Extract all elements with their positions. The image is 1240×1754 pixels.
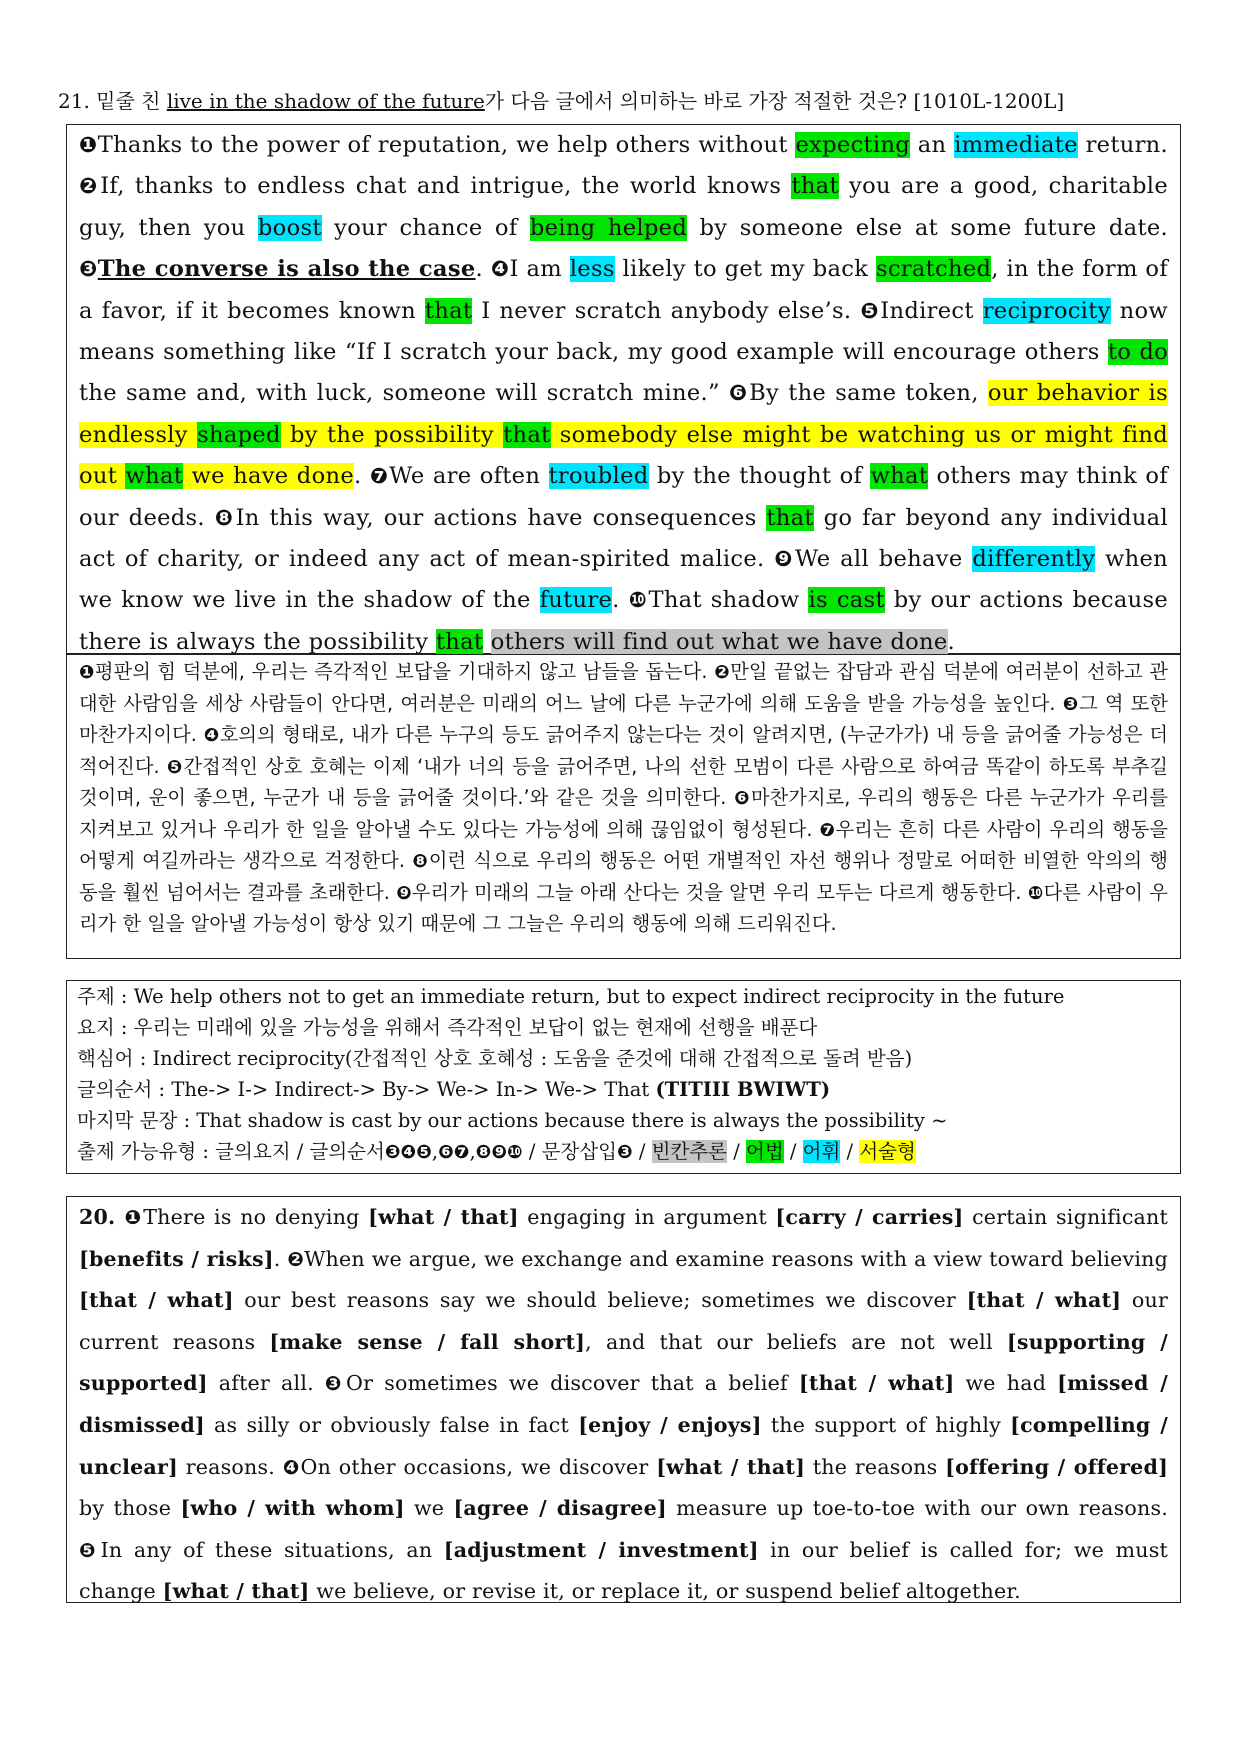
summary-gist: 요지 : 우리는 미래에 있을 가능성을 위해서 즉각적인 보답이 없는 현재에 선행을 배푼다 [77,1016,818,1039]
sentence-number: ❻ [734,788,752,809]
passage-text [483,629,490,655]
sentence-number: ❿ [628,588,649,614]
question-types-text: / 문장삽입 [522,1140,618,1163]
translation-text: 다른 사람이 우리가 한 일을 알아낼 가능성이 항상 있기 때문에 그 그늘은 우리의 행동에 의해 드리워진다. [79,880,1168,935]
grammar-highlight: is cast [808,587,885,614]
q20-text: by those [79,1496,181,1521]
grammar-highlight: that [791,173,839,200]
translation-text: 호의의 형태로, 내가 다른 누구의 등도 긁어주지 않는다는 것이 알려지면, (누군가가) 내 등을 긁어줄 가능성은 더 적어진다. [79,723,1168,778]
question-types-text: / [783,1140,803,1163]
essay-highlight: we have done [183,463,354,490]
choice-bracket: [compelling / unclear] [79,1412,1168,1479]
grammar-highlight: that [503,421,551,448]
grammar-highlight: scratched [875,256,992,283]
choice-bracket: [agree / disagree] [453,1496,667,1521]
passage-text: . [947,628,956,655]
sentence-number: ❼ [819,819,836,841]
summary-keyword: 핵심어 : Indirect reciprocity(간접적인 상호 호혜성 : 도움을 준것에 대해 간접적으로 돌려 받음) [77,1047,913,1070]
sentence-number: ❶ [79,662,95,683]
vocab-highlight: troubled [548,463,649,490]
vocab-legend: 어휘 [802,1140,841,1163]
sentence-number: ❷ [714,662,731,683]
passage-text: In this way, our actions have consequences [235,504,767,531]
sentence-number: ❷ [287,1247,305,1271]
grammar-highlight: that [424,297,473,324]
summary-box [66,980,1181,1174]
choice-bracket: [who / with whom] [180,1496,405,1521]
q20-text: in our belief is called for; we must change [79,1537,1168,1604]
question-types-text: 출제 가능유형 : 글의요지 / 글의순서 [77,1140,385,1163]
q20-text: our current reasons [79,1288,1168,1354]
translation-text: 이런 식으로 우리의 행동은 어떤 개별적인 자선 행위나 정말로 어떠한 비열한 악의의 행동을 훨씬 넘어서는 결과를 초래한다. [79,849,1168,904]
q20-text: the support of highly [761,1412,1011,1437]
q20-text: Or sometimes we discover that a belief [346,1371,799,1396]
q20-text: after all. [207,1371,325,1396]
sentence-number: ❸❹❺ [384,1142,432,1163]
q20-text: reasons. [177,1454,283,1479]
q20-text: certain significant [963,1205,1168,1229]
passage-text: an [910,132,955,158]
choice-bracket: [what / that] [656,1454,806,1479]
q20-text: There is no denying [143,1205,369,1229]
sentence-number: ❺ [860,298,881,324]
passage-text: by our actions because there is always the possibility [79,587,1169,655]
passage-text: . [354,463,370,490]
passage-text: If, thanks to endless chat and intrigue, the world knows [100,173,792,200]
question-21-title [58,88,1178,114]
passage-text: Indirect [880,297,983,324]
passage-box [66,124,1181,654]
vocab-highlight: less [569,256,615,283]
choice-bracket: [missed / dismissed] [79,1371,1168,1437]
q20-text: In any of these situations, an [100,1537,444,1562]
passage-text: when we know we live in the shadow of the [79,546,1168,614]
passage-text: now means something like “If I scratch your back, my good example will encourage others [79,297,1169,366]
sentence-number: ❾ [774,547,796,573]
q20-text: engaging in argument [518,1205,776,1229]
choice-bracket: [adjustment / investment] [443,1537,759,1562]
grammar-highlight: shaped [197,421,281,448]
q20-text: as silly or obviously false in fact [204,1412,579,1437]
underlined-sentence: The converse is also the case [97,256,476,283]
passage-text: That shadow [648,587,809,614]
sentence-number: ❹ [490,257,510,283]
grammar-highlight: to do [1107,339,1168,366]
summary-last-sentence: 마지막 문장 : That shadow is cast by our actions because there is always the possibility ~ [77,1109,948,1132]
essay-highlight: somebody else might be watching us or might find out [79,421,1168,490]
sentence-number: ❻ [728,381,750,407]
sentence-number: ❽❾❿ [475,1142,523,1163]
q20-text: we had [954,1371,1058,1396]
translation-text: 마찬가지로, 우리의 행동은 다른 누군가가 우리를 지켜보고 있거나 우리가 한 일을 알아낼 수도 있다는 가능성에 의해 끊임없이 형성된다. [79,786,1168,841]
sentence-number: ❶ [79,133,98,158]
sentence-number: ❽ [412,851,429,872]
choice-bracket: [what / that] [162,1579,310,1604]
vocab-highlight: future [539,587,613,614]
sentence-number: ❿ [1027,882,1044,904]
q20-text: we believe, or revise it, or replace it, or suspend belief altogether. [309,1579,1021,1604]
translation-text: 만일 끝없는 잡담과 관심 덕분에 여러분이 선하고 관대한 사람임을 세상 사람들이 안다면, 여러분은 미래의 어느 날에 다른 누군가에 의해 도움을 받을 가능성을 높인다. [79,660,1168,715]
passage-text: I never scratch anybody else’s. [472,297,861,324]
sentence-number: ❸ [324,1372,347,1396]
passage-text: By the same token, [749,380,988,407]
summary-order [77,1074,1170,1105]
vocab-highlight: boost [257,214,322,241]
question-types-text: / [840,1140,860,1163]
translation-text: 그 역 또한 마찬가지이다. [79,691,1168,746]
passage-text: your chance of [321,214,530,241]
essay-legend: 서술형 [859,1140,916,1163]
translation-text: 우리가 미래의 그늘 아래 산다는 것을 알면 우리 모두는 다르게 행동한다. [411,880,1028,904]
blank-inference-highlight: others will find out what we have done [490,628,948,655]
summary-order-code: (TITIII BWIWT) [655,1078,831,1101]
choice-bracket: [benefits / risks] [79,1246,274,1271]
summary-question-types [77,1136,1170,1168]
vocab-highlight: immediate [954,132,1078,158]
grammar-legend: 어법 [746,1140,784,1163]
sentence-number: ❺ [166,756,184,778]
q20-text: we [404,1496,454,1521]
passage-text: you are a good, charitable guy, then you [79,173,1168,241]
choice-bracket: [make sense / fall short] [269,1329,586,1354]
sentence-number: ❸ [617,1142,633,1163]
vocab-highlight: differently [972,546,1096,573]
grammar-highlight: what [870,463,929,490]
choice-bracket: [carry / carries] [775,1205,964,1229]
sentence-number: ❾ [396,882,412,904]
question-20-box [66,1196,1181,1603]
passage-text: return. [1077,132,1168,158]
choice-bracket: [enjoy / enjoys] [578,1412,762,1437]
passage-text: I am [509,256,570,283]
q20-text: , and that our beliefs are not well [585,1329,1007,1354]
question-21-underlined-phrase: live in the shadow of the future [166,89,485,113]
question-types-text: / [727,1140,746,1163]
q20-text: the reasons [805,1454,946,1479]
translation-text: 우리는 흔히 다른 사람이 우리의 행동을 어떻게 여길까라는 생각으로 걱정한다. [79,817,1168,872]
vocab-highlight: reciprocity [982,297,1111,324]
question-types-text: , [431,1140,439,1163]
sentence-number: ❷ [79,174,101,200]
q20-text: measure up toe-to-toe with our own reasons. [666,1496,1168,1521]
grammar-highlight: that [435,628,484,655]
grammar-highlight: that [766,504,814,531]
sentence-number: ❹ [203,725,220,746]
q20-text: . [273,1246,288,1271]
essay-highlight: by the possibility [280,421,504,448]
passage-text: We all behave [795,546,973,573]
summary-theme: 주제 : We help others not to get an immediate return, but to expect indirect reciprocity in the future [77,985,1065,1008]
summary-order-text: 글의순서 : The-> I-> Indirect-> By-> We-> In-> We-> That [77,1078,656,1101]
question-21-prefix: 21. 밑줄 친 [58,89,167,113]
translation-text: 평판의 힘 덕분에, 우리는 즉각적인 보답을 기대하지 않고 남들을 돕는다. [94,660,715,683]
question-types-text: , [469,1140,476,1163]
choice-bracket: [supporting / supported] [79,1329,1169,1396]
sentence-number: ❺ [79,1538,101,1562]
choice-bracket: [that / what] [966,1288,1122,1313]
question-20-label: 20. [79,1205,125,1229]
sentence-number: ❻❼ [438,1142,470,1163]
question-21-suffix: 가 다음 글에서 의미하는 바로 가장 적절한 것은? [1010L-1200L] [484,89,1065,113]
grammar-highlight: expecting [795,132,911,158]
q20-text: When we argue, we exchange and examine reasons with a view toward believing [304,1246,1169,1271]
blank-inference-legend: 빈칸추론 [651,1140,728,1163]
q20-text: On other occasions, we discover [300,1454,657,1479]
sentence-number: ❼ [369,464,390,490]
passage-text: the same and, with luck, someone will scratch mine.” [79,380,729,407]
choice-bracket: [offering / offered] [945,1454,1169,1479]
sentence-number: ❹ [282,1455,301,1479]
essay-highlight: our behavior is endlessly [79,380,1168,448]
q20-text: our best reasons say we should believe; sometimes we discover [233,1288,967,1313]
translation-text: 간접적인 상호 호혜는 이제 ‘내가 너의 등을 긁어주면, 나의 선한 모범이 다른 사람으로 하여금 똑같이 하도록 부추길 것이며, 운이 좋으면, 누군가 내 등을 긁어줄 것이다.’와 같은 것을 의미한다. [79,754,1168,809]
passage-text: go far beyond any individual act of charity, or indeed any act of mean-spirited malice. [79,504,1168,573]
sentence-number: ❸ [79,257,98,283]
question-types-text: / [632,1140,652,1163]
choice-bracket: [that / what] [79,1288,234,1313]
passage-text: Thanks to the power of reputation, we help others without [97,132,796,158]
choice-bracket: [what / that] [368,1205,519,1229]
passage-text: . [475,256,491,283]
passage-text: , in the form of a favor, if it becomes known [79,256,1168,324]
sentence-number: ❶ [124,1206,144,1229]
passage-text: by someone else at some future date. [687,214,1168,241]
passage-text: others may think of our deeds. [79,463,1168,531]
passage-text: We are often [389,463,549,490]
grammar-highlight: being helped [529,214,688,241]
choice-bracket: [that / what] [798,1371,955,1396]
passage-text: . [612,587,629,614]
passage-text: likely to get my back [614,256,876,283]
sentence-number: ❸ [1062,693,1080,715]
sentence-number: ❽ [214,505,236,531]
passage-text: by the thought of [648,463,871,490]
translation-box [66,654,1181,959]
grammar-highlight: what [125,463,184,490]
